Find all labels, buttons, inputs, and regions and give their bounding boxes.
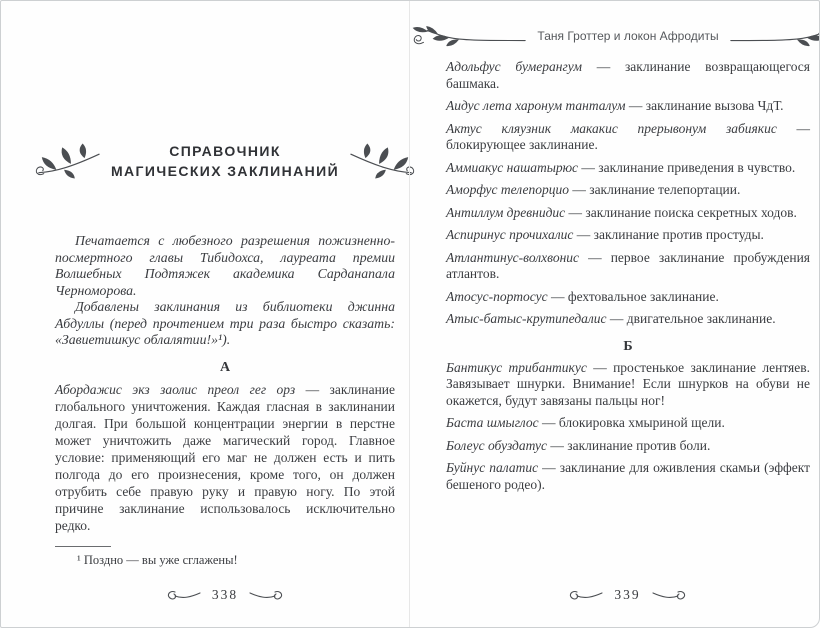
pagenum-flourish-left-icon	[568, 588, 604, 602]
footnote-rule	[55, 546, 111, 547]
spell-entry	[446, 250, 810, 283]
preamble	[55, 233, 395, 349]
spell-description: — блокировка хмыриной щели.	[541, 415, 725, 430]
spell-list-a	[446, 59, 810, 328]
spell-description: — простенькое заклинание лентяев. Завязывает шнурки. Внимание! Если шнурков на обуви не окажется, будут завязаны пальцы ног!	[446, 359, 811, 408]
pagenum-flourish-left-icon	[166, 588, 202, 602]
spell-description: — заклинание вызова ЧдТ.	[628, 98, 784, 113]
spell-entry	[55, 381, 395, 534]
spell-entry	[446, 98, 810, 115]
spell-name: Болеус обуздатус	[446, 437, 548, 453]
spell-name: Баста шмыглос	[446, 415, 539, 430]
spell-description: — фехтовальное заклинание.	[550, 288, 719, 304]
spell-entry	[446, 160, 810, 177]
spell-name: Актус кляузник макакис прерывонум забиякис	[446, 120, 777, 136]
right-page-number: 339	[614, 587, 641, 602]
spell-description: — заклинание против боли.	[550, 437, 711, 453]
leaf-ornament-right-icon	[347, 143, 415, 179]
spell-entry	[446, 59, 810, 92]
spell-name: Адольфус бумерангум	[446, 59, 582, 74]
spell-description: — заклинание против простуды.	[576, 227, 764, 242]
spell-name: Буйнус палатис	[446, 460, 539, 475]
preamble-paragraph-2: Добавлены заклинания из библиотеки джинна Абдуллы (перед прочтением три раза быстро сказать: «Завиетишкус облалятии!»¹).	[55, 299, 395, 347]
section-letter-a: А	[219, 359, 231, 375]
left-page	[1, 1, 409, 628]
spell-name: Абордажис экз заолис преол гег орз	[55, 381, 296, 397]
spell-entry	[446, 182, 810, 199]
spell-description: — блокирующее заклинание.	[446, 120, 811, 152]
running-header	[446, 23, 810, 49]
spell-name: Атлантинус-волхвонис	[446, 249, 580, 265]
preamble-paragraph-1: Печатается с любезного разрешения пожизненно-посмертного главы Тибидохса, лауреата премии Волшебных Подтяжек академика Сарданапала Черноморова.	[55, 233, 395, 298]
spell-name: Аммиакус нашатырюс	[446, 159, 579, 175]
chapter-title	[111, 141, 339, 181]
spell-entry	[446, 311, 810, 328]
chapter-title-line2: МАГИЧЕСКИХ ЗАКЛИНАНИЙ	[110, 163, 340, 179]
spell-entry	[446, 415, 810, 432]
branch-ornament-right-icon	[729, 23, 820, 49]
spell-entry	[446, 460, 810, 493]
spell-name: Аспиринус прочихалис	[446, 227, 574, 242]
pagenum-flourish-right-icon	[248, 588, 284, 602]
left-page-number: 338	[211, 587, 239, 602]
spell-name: Аидус лета харонум танталум	[446, 98, 626, 113]
spell-description: — заклинание для оживления скамьи (эффект бешеного родео).	[446, 460, 811, 492]
page-divider	[409, 1, 410, 628]
spell-name: Аморфус телепорцио	[446, 182, 569, 197]
footnote: ¹ Поздно — вы уже сглажены!	[77, 552, 238, 567]
spell-entry	[446, 205, 810, 222]
right-page	[410, 1, 820, 628]
spell-description: — заклинание приведения в чувство.	[581, 159, 796, 175]
spell-name: Бантикус трибантикус	[446, 359, 587, 375]
spell-description: — заклинание возвращающегося башмака.	[446, 59, 811, 91]
spell-description: — заклинание телепортации.	[572, 182, 741, 197]
spell-entry	[446, 360, 810, 410]
spell-entry	[446, 438, 810, 455]
running-header-title: Таня Гроттер и локон Афродиты	[537, 29, 719, 43]
branch-ornament-left-icon	[409, 23, 527, 49]
spell-description: — двигательное заклинание.	[609, 311, 776, 326]
spell-description: — первое заклинание пробуждения атлантов.	[446, 249, 810, 281]
left-page-number-row	[1, 587, 409, 603]
spell-description: — заклинание глобального уничтожения. Каждая гласная в заклинании долгая. При большой концентрации энергии в перстне может уничтожить даже магический город. Главное условие: применяющий его маг не должен есть и пить полгода до его произнесения, кроме того, он должен отрубить себе правую руку и правую ногу. По этой причине заклинание использовалось исключительно редко.	[55, 381, 396, 533]
spell-description: — заклинание поиска секретных ходов.	[568, 204, 797, 220]
spell-entry	[446, 227, 810, 244]
left-page-body	[55, 381, 395, 534]
spell-entry	[446, 121, 810, 154]
spell-list-b	[446, 360, 810, 494]
spell-entry	[446, 289, 810, 306]
spell-name: Антиллум древнидис	[446, 204, 566, 220]
chapter-title-line1: СПРАВОЧНИК	[169, 143, 281, 159]
leaf-ornament-left-icon	[35, 143, 103, 179]
section-letter-b: Б	[623, 338, 633, 354]
chapter-heading	[55, 141, 395, 181]
spell-name: Атыс-батыс-крутипедалис	[446, 311, 607, 326]
right-page-number-row	[410, 587, 820, 603]
pagenum-flourish-right-icon	[651, 588, 687, 602]
spell-name: Атосус-портосус	[446, 288, 548, 304]
